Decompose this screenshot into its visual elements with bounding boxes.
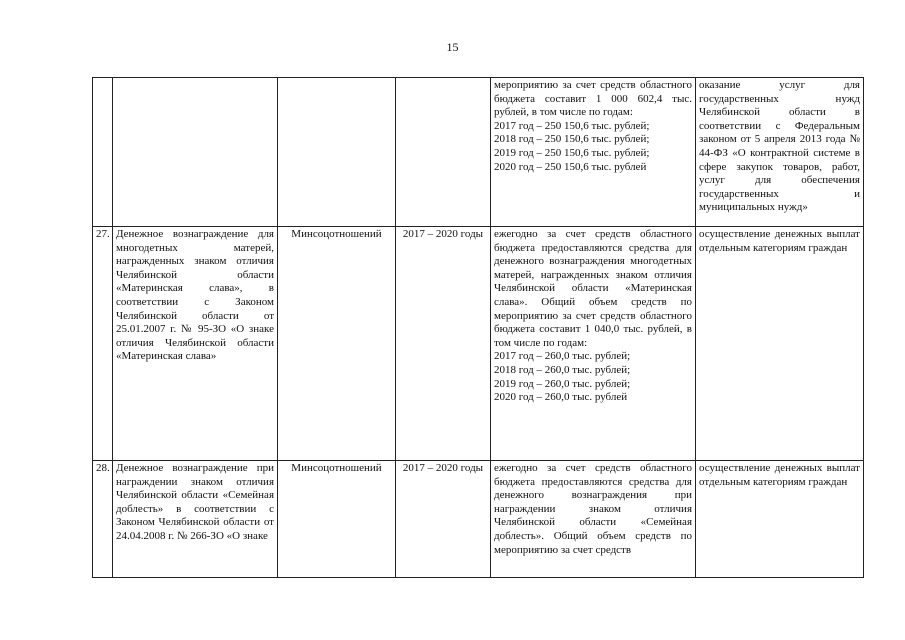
result-cell: осуществление денежных выплат отдельным категориям граждан xyxy=(696,461,864,578)
executor-cell: Минсоцотношений xyxy=(278,461,396,578)
measure-name-cell xyxy=(113,78,278,227)
financing-year-line: 2019 год – 250 150,6 тыс. рублей; xyxy=(494,146,650,159)
financing-text: мероприятию за счет средств областного бюджета составит 1 000 602,4 тыс. рублей, в том числе по годам: xyxy=(494,79,692,119)
table-row xyxy=(93,78,864,227)
table-row xyxy=(93,461,864,578)
page-number: 15 xyxy=(446,40,459,54)
program-measures-table xyxy=(92,77,864,578)
row-number-cell: 28. xyxy=(93,461,113,578)
financing-text: ежегодно за счет средств областного бюджета предоставляются средства для денежного вознаграждения многодетных матерей, награжденных знаком отличия Челябинской области «Материнская слава». Общий объем средств по мероприятию за счет средств областного бюджета составит 1 040,0 тыс. рублей, в том числе по годам: xyxy=(494,228,692,349)
period-cell xyxy=(396,78,491,227)
financing-year-line: 2020 год – 260,0 тыс. рублей xyxy=(494,391,628,404)
financing-year-line: 2019 год – 260,0 тыс. рублей; xyxy=(494,377,631,390)
row-number-cell xyxy=(93,78,113,227)
financing-cell xyxy=(491,461,696,578)
financing-text: ежегодно за счет средств областного бюджета предоставляются средства для денежного вознаграждения при награждении знаком отличия Челябинской области «Семейная доблесть». Общий объем средств по мероприятию за счет средств xyxy=(494,462,692,556)
financing-year-line: 2020 год – 250 150,6 тыс. рублей xyxy=(494,160,647,173)
period-cell: 2017 – 2020 годы xyxy=(396,227,491,461)
period-cell: 2017 – 2020 годы xyxy=(396,461,491,578)
executor-cell: Минсоцотношений xyxy=(278,227,396,461)
financing-cell xyxy=(491,78,696,227)
result-cell: оказание услуг для государственных нужд Челябинской области в соответствии с Федеральным законом от 5 апреля 2013 года № 44-ФЗ «О контрактной системе в сфере закупок товаров, работ, услуг для обеспечения государственных и муниципальных нужд» xyxy=(696,78,864,227)
table-row xyxy=(93,227,864,461)
executor-cell xyxy=(278,78,396,227)
financing-year-line: 2018 год – 260,0 тыс. рублей; xyxy=(494,363,631,376)
measure-name-cell: Денежное вознаграждение при награждении знаком отличия Челябинской области «Семейная доблесть» в соответствии с Законом Челябинской области от 24.04.2008 г. № 266-ЗО «О знаке xyxy=(113,461,278,578)
result-cell: осуществление денежных выплат отдельным категориям граждан xyxy=(696,227,864,461)
financing-year-line: 2017 год – 260,0 тыс. рублей; xyxy=(494,350,631,363)
row-number-cell: 27. xyxy=(93,227,113,461)
measure-name-cell: Денежное вознаграждение для многодетных матерей, награжденных знаком отличия Челябинской области «Материнская слава», в соответствии с Законом Челябинской области от 25.01.2007 г. № 95-ЗО «О знаке отличия Челябинской области «Материнская слава» xyxy=(113,227,278,461)
financing-year-line: 2017 год – 250 150,6 тыс. рублей; xyxy=(494,119,650,132)
financing-year-line: 2018 год – 250 150,6 тыс. рублей; xyxy=(494,133,650,146)
financing-cell xyxy=(491,227,696,461)
